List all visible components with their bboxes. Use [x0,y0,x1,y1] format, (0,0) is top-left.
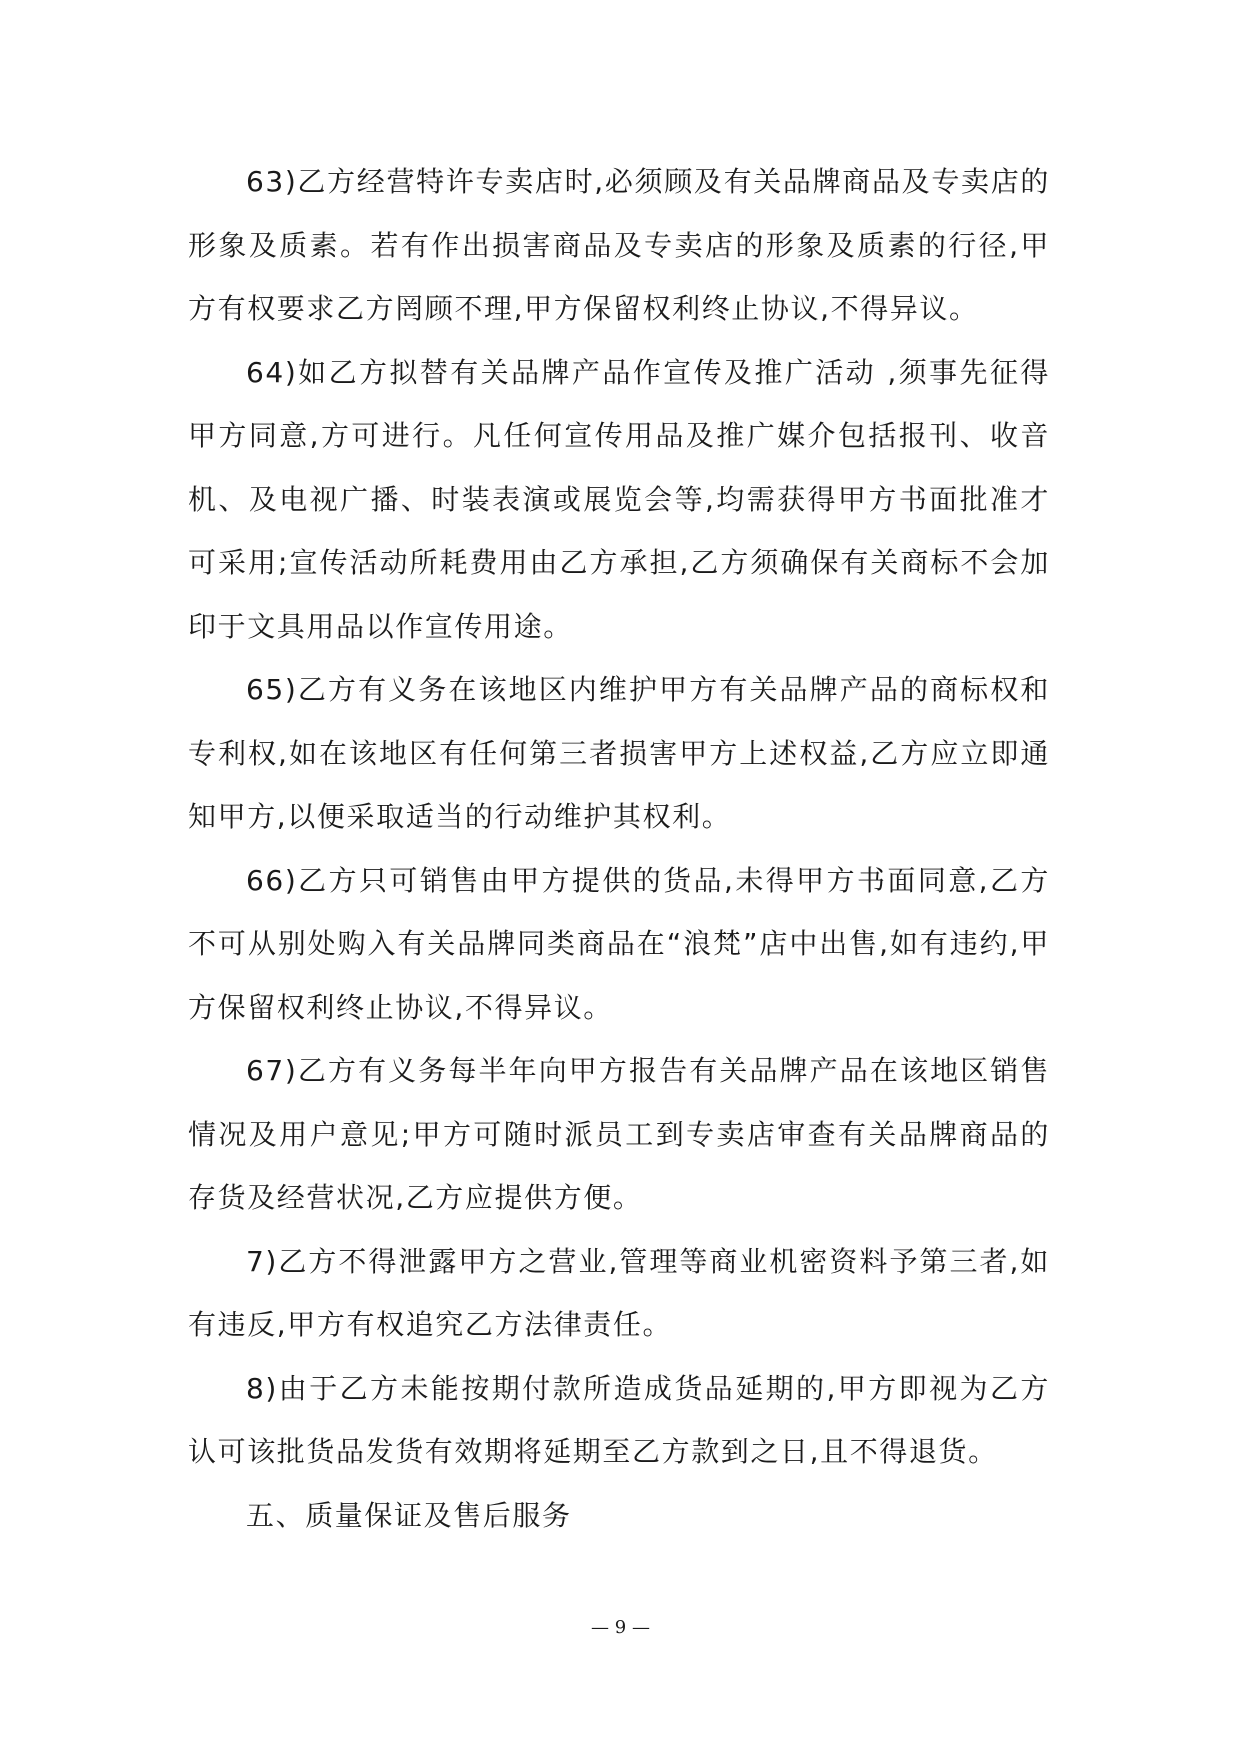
clause-63: 63)乙方经营特许专卖店时,必须顾及有关品牌商品及专卖店的形象及质素。若有作出损害商品及专卖店的形象及质素的行径,甲方有权要求乙方罔顾不理,甲方保留权利终止协议,不得异议。 [188,165,1050,325]
clause-65: 65)乙方有义务在该地区内维护甲方有关品牌产品的商标权和专利权,如在该地区有任何第三者损害甲方上述权益,乙方应立即通知甲方,以便采取适当的行动维护其权利。 [188,673,1050,833]
page-number: — 9 — [591,1617,650,1638]
section-heading: 五、质量保证及售后服务 [246,1498,572,1532]
clause-8: 8)由于乙方未能按期付款所造成货品延期的,甲方即视为乙方认可该批货品发货有效期将延期至乙方款到之日,且不得退货。 [188,1371,1050,1468]
clause-67: 67)乙方有义务每半年向甲方报告有关品牌产品在该地区销售情况及用户意见;甲方可随时派员工到专卖店审查有关品牌商品的存货及经营状况,乙方应提供方便。 [188,1054,1050,1214]
clause-66: 66)乙方只可销售由甲方提供的货品,未得甲方书面同意,乙方不可从别处购入有关品牌同类商品在“浪梵”店中出售,如有违约,甲方保留权利终止协议,不得异议。 [188,863,1050,1024]
clause-7: 7)乙方不得泄露甲方之营业,管理等商业机密资料予第三者,如有违反,甲方有权追究乙方法律责任。 [188,1244,1050,1341]
document-body [188,150,1050,1547]
clause-64: 64)如乙方拟替有关品牌产品作宣传及推广活动 ,须事先征得甲方同意,方可进行。凡任何宣传用品及推广媒介包括报刊、收音机、及电视广播、时装表演或展览会等,均需获得甲方书面批准才可采用;宣传活动所耗费用由乙方承担,乙方须确保有关商标不会加印于文具用品以作宣传用途。 [188,355,1050,643]
